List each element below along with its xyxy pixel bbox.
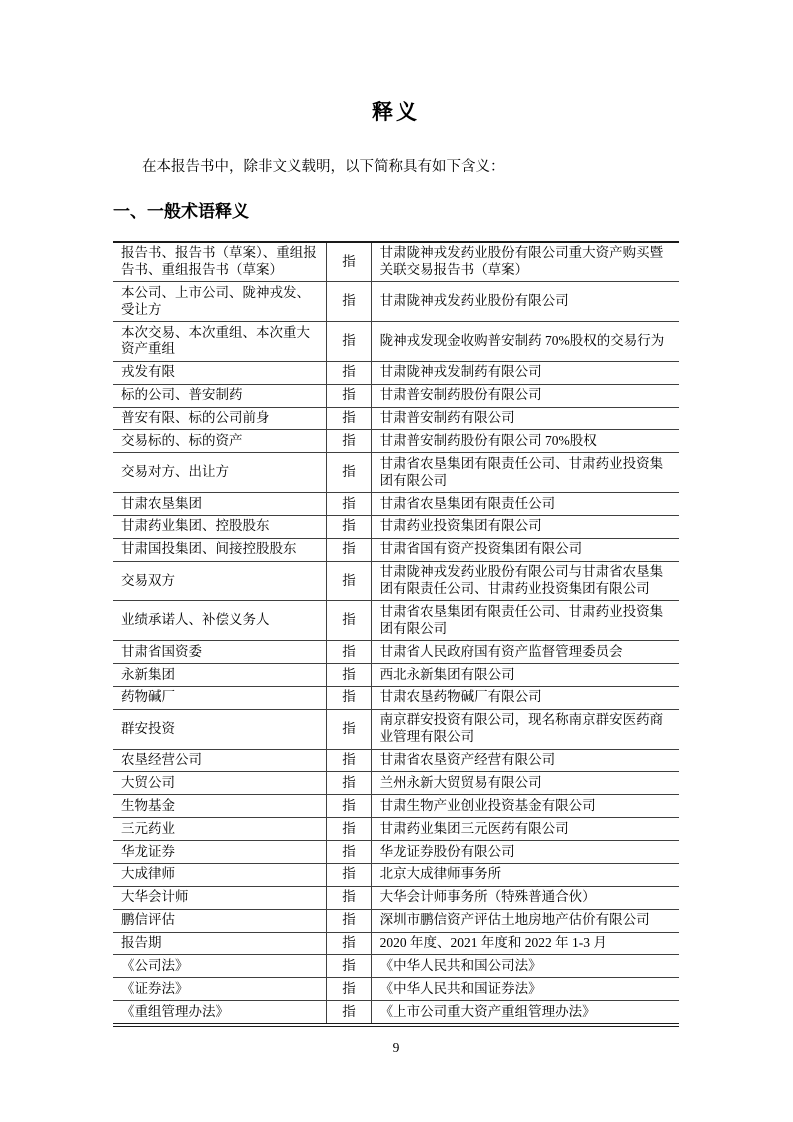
term-cell: 甘肃国投集团、间接控股股东 (113, 538, 327, 561)
table-row (113, 841, 679, 864)
term-cell: 标的公司、普安制药 (113, 384, 327, 407)
table-row (113, 686, 679, 709)
definition-cell: 甘肃生物产业创业投资基金有限公司 (371, 795, 679, 818)
table-row (113, 818, 679, 841)
connector-cell: 指 (327, 978, 371, 1001)
term-cell: 华龙证券 (113, 841, 327, 864)
table-row (113, 361, 679, 384)
definition-cell: 南京群安投资有限公司，现名称南京群安医药商业管理有限公司 (371, 709, 679, 749)
connector-cell: 指 (327, 818, 371, 841)
definition-cell: 甘肃农垦药物碱厂有限公司 (371, 686, 679, 709)
term-cell: 生物基金 (113, 795, 327, 818)
connector-cell: 指 (327, 841, 371, 864)
connector-cell: 指 (327, 686, 371, 709)
term-cell: 《证券法》 (113, 978, 327, 1001)
term-cell: 药物碱厂 (113, 686, 327, 709)
table-row (113, 886, 679, 909)
table-row (113, 430, 679, 453)
table-row (113, 909, 679, 932)
term-cell: 农垦经营公司 (113, 749, 327, 772)
definition-cell: 兰州永新大贸贸易有限公司 (371, 772, 679, 795)
table-row (113, 322, 679, 362)
definition-cell: 甘肃省农垦资产经营有限公司 (371, 749, 679, 772)
connector-cell: 指 (327, 772, 371, 795)
term-cell: 交易标的、标的资产 (113, 430, 327, 453)
term-cell: 报告期 (113, 932, 327, 955)
table-row (113, 407, 679, 430)
definition-cell: 甘肃省农垦集团有限责任公司 (371, 493, 679, 516)
term-cell: 交易对方、出让方 (113, 453, 327, 493)
definition-cell: 2020 年度、2021 年度和 2022 年 1-3 月 (371, 932, 679, 955)
table-row (113, 709, 679, 749)
connector-cell: 指 (327, 641, 371, 664)
term-cell: 戎发有限 (113, 361, 327, 384)
connector-cell: 指 (327, 515, 371, 538)
definition-cell: 甘肃普安制药有限公司 (371, 407, 679, 430)
table-row (113, 863, 679, 886)
definition-cell: 《中华人民共和国公司法》 (371, 955, 679, 978)
table-row (113, 515, 679, 538)
term-cell: 甘肃省国资委 (113, 641, 327, 664)
connector-cell: 指 (327, 795, 371, 818)
definition-cell: 《上市公司重大资产重组管理办法》 (371, 1001, 679, 1025)
connector-cell: 指 (327, 493, 371, 516)
table-row (113, 538, 679, 561)
definition-cell: 甘肃省国有资产投资集团有限公司 (371, 538, 679, 561)
section-heading: 一、一般术语释义 (113, 202, 249, 222)
term-cell: 交易双方 (113, 561, 327, 601)
connector-cell: 指 (327, 932, 371, 955)
definition-cell: 甘肃陇神戎发制药有限公司 (371, 361, 679, 384)
definition-cell: 陇神戎发现金收购普安制药 70%股权的交易行为 (371, 322, 679, 362)
definition-cell: 甘肃省农垦集团有限责任公司、甘肃药业投资集团有限公司 (371, 453, 679, 493)
connector-cell: 指 (327, 664, 371, 687)
table-row (113, 772, 679, 795)
term-cell: 甘肃药业集团、控股股东 (113, 515, 327, 538)
connector-cell: 指 (327, 538, 371, 561)
term-cell: 大贸公司 (113, 772, 327, 795)
table-row (113, 601, 679, 641)
table-row (113, 493, 679, 516)
connector-cell: 指 (327, 561, 371, 601)
table-row (113, 561, 679, 601)
connector-cell: 指 (327, 430, 371, 453)
definition-cell: 甘肃普安制药股份有限公司 70%股权 (371, 430, 679, 453)
definition-cell: 甘肃陇神戎发药业股份有限公司重大资产购买暨关联交易报告书（草案） (371, 242, 679, 282)
term-cell: 大成律师 (113, 863, 327, 886)
connector-cell: 指 (327, 361, 371, 384)
table-row (113, 384, 679, 407)
definitions-table-body (113, 242, 679, 1026)
table-row (113, 1001, 679, 1025)
definition-cell: 甘肃药业集团三元医药有限公司 (371, 818, 679, 841)
connector-cell: 指 (327, 709, 371, 749)
definition-cell: 甘肃陇神戎发药业股份有限公司 (371, 282, 679, 322)
connector-cell: 指 (327, 863, 371, 886)
connector-cell: 指 (327, 242, 371, 282)
page-number: 9 (392, 1040, 400, 1056)
page-title: 释义 (372, 101, 420, 124)
connector-cell: 指 (327, 955, 371, 978)
term-cell: 三元药业 (113, 818, 327, 841)
definition-cell: 甘肃省农垦集团有限责任公司、甘肃药业投资集团有限公司 (371, 601, 679, 641)
connector-cell: 指 (327, 322, 371, 362)
connector-cell: 指 (327, 909, 371, 932)
definitions-table (113, 241, 679, 1028)
table-row (113, 453, 679, 493)
connector-cell: 指 (327, 282, 371, 322)
definition-cell: 《中华人民共和国证券法》 (371, 978, 679, 1001)
term-cell: 普安有限、标的公司前身 (113, 407, 327, 430)
connector-cell: 指 (327, 384, 371, 407)
term-cell: 群安投资 (113, 709, 327, 749)
table-row (113, 242, 679, 282)
table-row (113, 955, 679, 978)
connector-cell: 指 (327, 601, 371, 641)
term-cell: 本次交易、本次重组、本次重大资产重组 (113, 322, 327, 362)
term-cell: 业绩承诺人、补偿义务人 (113, 601, 327, 641)
definition-cell: 大华会计师事务所（特殊普通合伙） (371, 886, 679, 909)
table-row (113, 932, 679, 955)
term-cell: 《重组管理办法》 (113, 1001, 327, 1025)
table-row (113, 978, 679, 1001)
connector-cell: 指 (327, 749, 371, 772)
connector-cell: 指 (327, 453, 371, 493)
definition-cell: 深圳市鹏信资产评估土地房地产估价有限公司 (371, 909, 679, 932)
table-row (113, 641, 679, 664)
connector-cell: 指 (327, 886, 371, 909)
table-row (113, 664, 679, 687)
term-cell: 大华会计师 (113, 886, 327, 909)
definition-cell: 甘肃陇神戎发药业股份有限公司与甘肃省农垦集团有限责任公司、甘肃药业投资集团有限公司 (371, 561, 679, 601)
definition-cell: 甘肃省人民政府国有资产监督管理委员会 (371, 641, 679, 664)
intro-paragraph: 在本报告书中，除非文义载明，以下简称具有如下含义： (142, 159, 505, 176)
term-cell: 报告书、报告书（草案）、重组报告书、重组报告书（草案） (113, 242, 327, 282)
connector-cell: 指 (327, 1001, 371, 1025)
definition-cell: 甘肃普安制药股份有限公司 (371, 384, 679, 407)
definition-cell: 西北永新集团有限公司 (371, 664, 679, 687)
definition-cell: 甘肃药业投资集团有限公司 (371, 515, 679, 538)
connector-cell: 指 (327, 407, 371, 430)
term-cell: 永新集团 (113, 664, 327, 687)
term-cell: 甘肃农垦集团 (113, 493, 327, 516)
term-cell: 鹏信评估 (113, 909, 327, 932)
term-cell: 本公司、上市公司、陇神戎发、受让方 (113, 282, 327, 322)
table-row (113, 795, 679, 818)
definition-cell: 华龙证券股份有限公司 (371, 841, 679, 864)
table-row (113, 749, 679, 772)
table-row (113, 282, 679, 322)
term-cell: 《公司法》 (113, 955, 327, 978)
definition-cell: 北京大成律师事务所 (371, 863, 679, 886)
